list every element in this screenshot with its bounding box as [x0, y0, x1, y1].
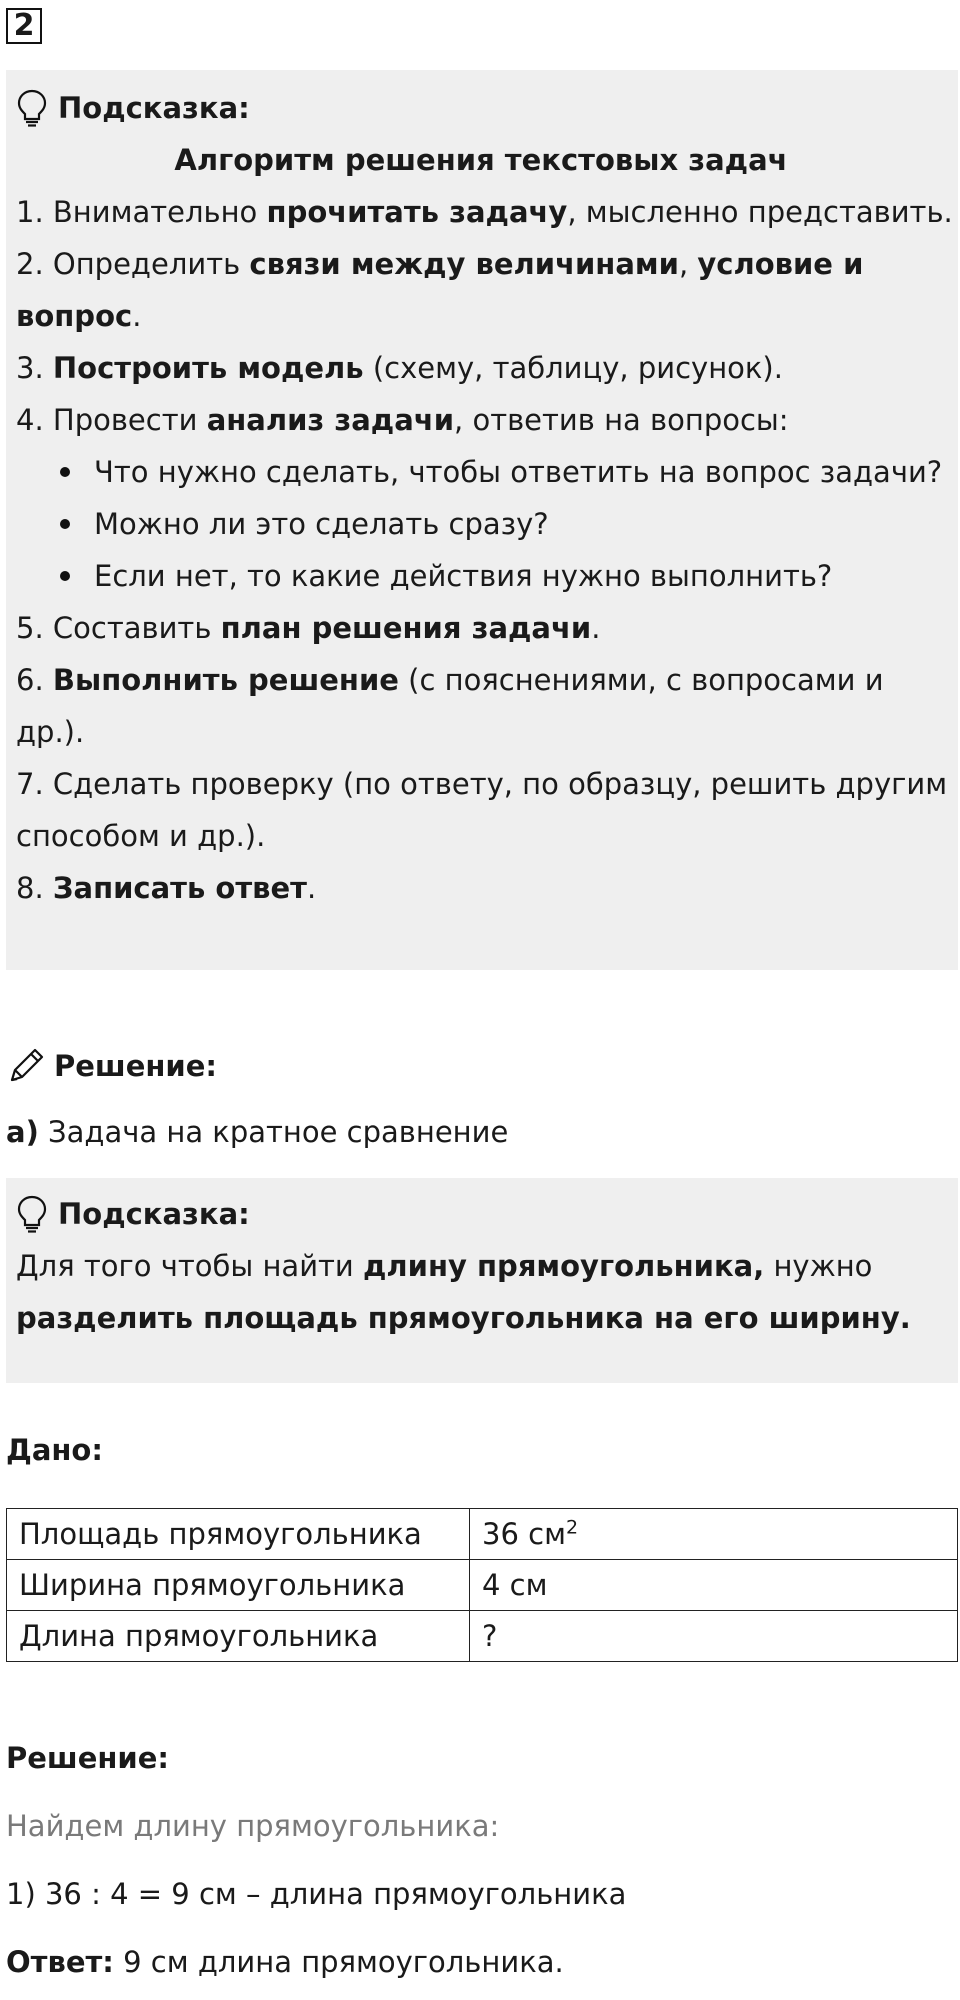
- solution-step-1: 1) 36 : 4 = 9 см – длина прямоугольника: [6, 1877, 627, 1911]
- bullet-item: Если нет, то какие действия нужно выполнить?: [16, 550, 958, 602]
- algorithm-title: Алгоритм решения текстовых задач: [174, 143, 788, 177]
- table-row: [7, 1560, 958, 1611]
- step-2-cont: вопрос.: [16, 299, 142, 333]
- hint-heading-text: Подсказка:: [58, 91, 250, 125]
- lightbulb-icon: [16, 1194, 48, 1234]
- lightbulb-icon: [16, 88, 48, 128]
- part-a: а) Задача на кратное сравнение: [6, 1115, 509, 1149]
- bullet-item: Что нужно сделать, чтобы ответить на вопрос задачи?: [16, 446, 958, 498]
- pencil-icon: [6, 1046, 46, 1086]
- given-table: [6, 1508, 958, 1662]
- given-label: Дано:: [6, 1433, 103, 1467]
- task-number: 2: [6, 8, 42, 44]
- table-cell: Площадь прямоугольника: [7, 1509, 470, 1560]
- step-4: 4. Провести анализ задачи, ответив на вопросы:: [16, 403, 789, 437]
- find-text: Найдем длину прямоугольника:: [6, 1809, 500, 1843]
- bullet-item: Можно ли это сделать сразу?: [16, 498, 958, 550]
- step-6-cont: др.).: [16, 715, 85, 749]
- table-cell: Длина прямоугольника: [7, 1611, 470, 1662]
- step-5: 5. Составить план решения задачи.: [16, 611, 601, 645]
- hint-heading: [16, 1188, 958, 1240]
- table-cell: 4 см: [470, 1560, 958, 1611]
- solution-label: Решение:: [6, 1741, 170, 1775]
- bullet-dot-icon: [60, 467, 70, 477]
- answer: Ответ: 9 см длина прямоугольника.: [6, 1945, 564, 1979]
- table-cell: ?: [470, 1611, 958, 1662]
- solution-heading-text: Решение:: [54, 1049, 218, 1083]
- hint-box-algorithm: [6, 70, 958, 970]
- hint2-line1: Для того чтобы найти длину прямоугольника, нужно: [16, 1249, 873, 1283]
- table-cell: Ширина прямоугольника: [7, 1560, 470, 1611]
- step-1: 1. Внимательно прочитать задачу, мысленно представить.: [16, 195, 953, 229]
- bullet-dot-icon: [60, 571, 70, 581]
- table-row: [7, 1611, 958, 1662]
- table-row: [7, 1509, 958, 1560]
- step-7-cont: способом и др.).: [16, 819, 266, 853]
- hint-heading: [16, 82, 958, 134]
- hint2-line2: разделить площадь прямоугольника на его ширину.: [16, 1301, 911, 1335]
- step-3: 3. Построить модель (схему, таблицу, рисунок).: [16, 351, 783, 385]
- solution-heading: [6, 1040, 956, 1092]
- step-8: 8. Записать ответ.: [16, 871, 317, 905]
- hint-heading-text: Подсказка:: [58, 1197, 250, 1231]
- table-cell: 36 $см^2$: [470, 1509, 958, 1560]
- hint-box-length: [6, 1178, 958, 1383]
- step-2: 2. Определить связи между величинами, условие и: [16, 247, 864, 281]
- step-6: 6. Выполнить решение (с пояснениями, с вопросами и: [16, 663, 884, 697]
- bullet-dot-icon: [60, 519, 70, 529]
- step-7: 7. Сделать проверку (по ответу, по образцу, решить другим: [16, 767, 948, 801]
